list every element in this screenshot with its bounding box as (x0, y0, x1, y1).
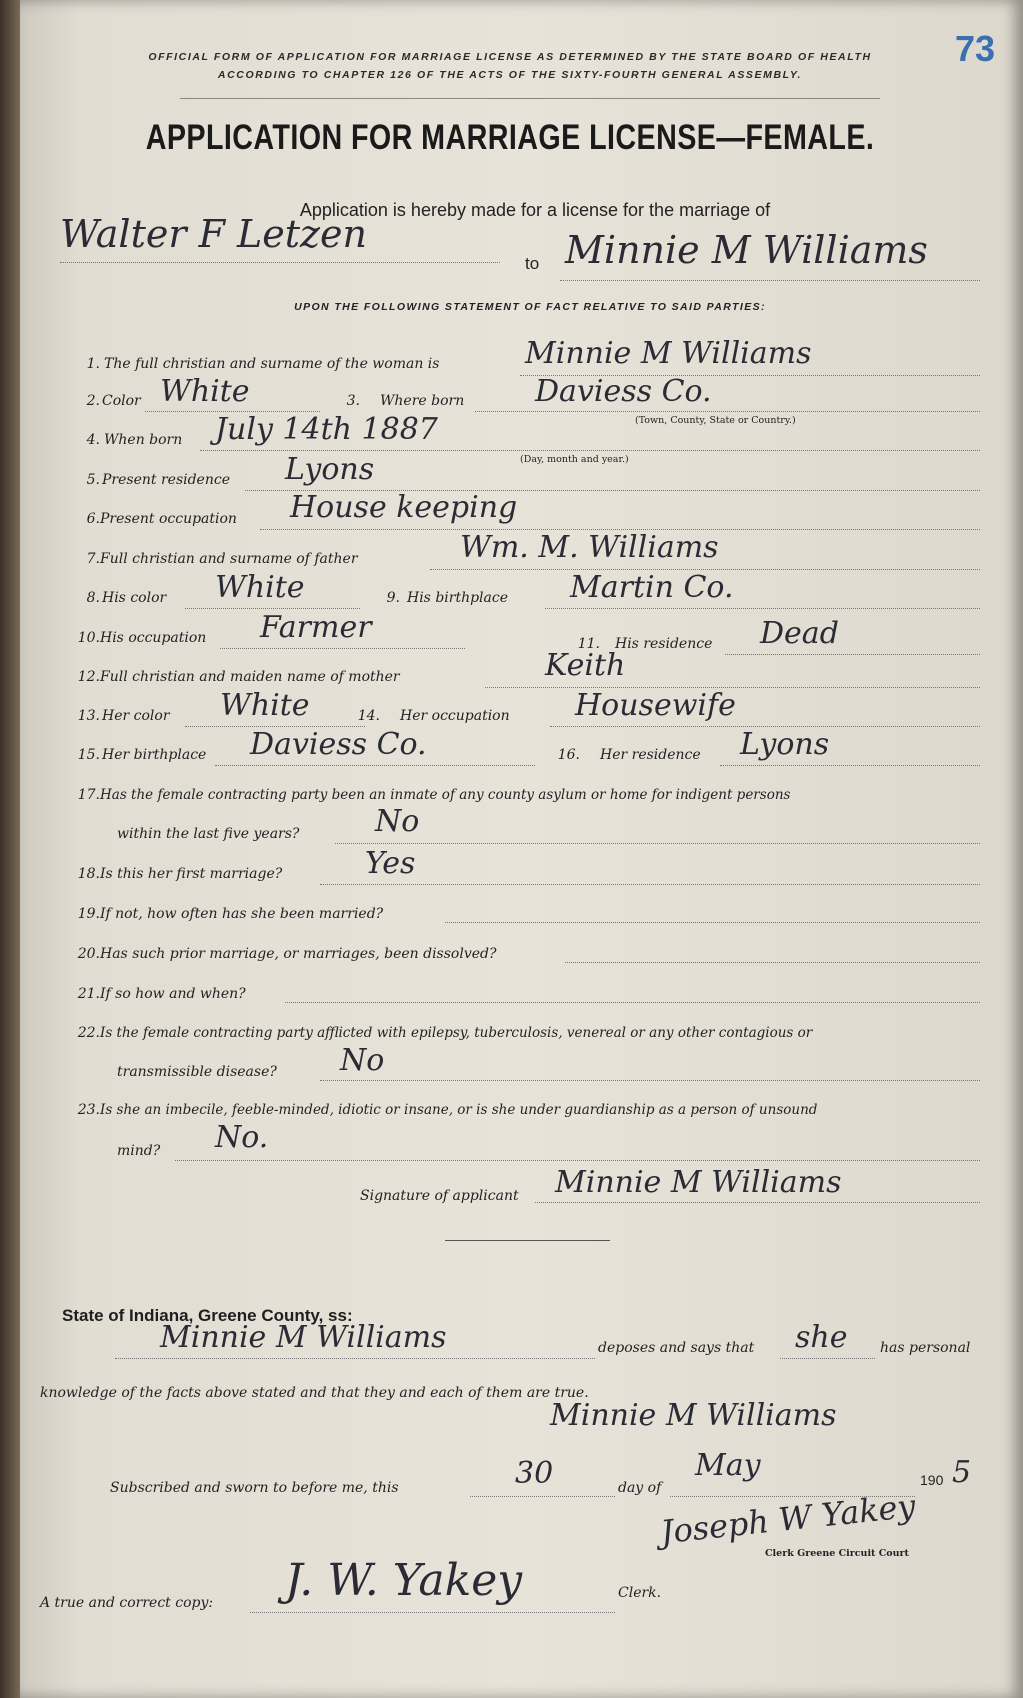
section-divider (445, 1240, 610, 1241)
item-number: 5. (86, 472, 100, 488)
license-page (20, 0, 1023, 1698)
header-line-2: ACCORDING TO CHAPTER 126 OF THE ACTS OF THE SIXTY-FOURTH GENERAL ASSEMBLY. (217, 69, 803, 81)
groom-name: Walter F Letzen (60, 212, 367, 256)
item-number: 6. (86, 511, 100, 527)
item-number: 3. (346, 393, 360, 409)
when-born-label: When born (104, 432, 183, 448)
form-line (185, 608, 360, 609)
form-title: APPLICATION FOR MARRIAGE LICENSE—FEMALE. (145, 118, 875, 157)
asylum-question: Has the female contracting party been an inmate of any county asylum or home for indigent persons (100, 787, 791, 803)
dissolved-question: Has such prior marriage, or marriages, been dissolved? (100, 946, 497, 962)
woman-name-value: Minnie M Williams (525, 336, 812, 371)
item-number: 22. (77, 1025, 100, 1041)
copy-signature: J. W. Yakey (285, 1555, 523, 1606)
where-born-note: (Town, County, State or Country.) (635, 415, 796, 426)
color-value: White (160, 374, 250, 409)
applicant-signature: Minnie M Williams (555, 1165, 842, 1200)
oath-signature: Minnie M Williams (550, 1398, 837, 1433)
disease-question-2: transmissible disease? (117, 1064, 277, 1080)
form-line (175, 1160, 980, 1161)
copy-label: A true and correct copy: (40, 1595, 214, 1611)
signature-label: Signature of applicant (360, 1188, 519, 1204)
header-line-1: OFFICIAL FORM OF APPLICATION FOR MARRIAGE LICENSE AS DETERMINED BY THE STATE BOARD OF HEALTH (148, 51, 872, 63)
subscribed-text: Subscribed and sworn to before me, this (110, 1480, 399, 1496)
item-number: 8. (86, 590, 100, 606)
form-line (285, 1002, 980, 1003)
father-occupation-value: Farmer (260, 610, 372, 645)
sworn-day: 30 (515, 1456, 554, 1491)
header-rule (180, 98, 880, 99)
mother-color-value: White (220, 688, 310, 723)
woman-name-label: The full christian and surname of the woman is (104, 356, 440, 372)
mother-occupation-value: Housewife (575, 688, 736, 723)
item-number: 18. (77, 866, 100, 882)
father-occupation-label: His occupation (100, 630, 207, 646)
mother-residence-value: Lyons (740, 727, 830, 762)
father-color-value: White (215, 570, 305, 605)
father-birthplace-value: Martin Co. (570, 570, 734, 605)
item-number: 14. (357, 708, 380, 724)
asylum-answer: No (375, 804, 420, 839)
form-header (60, 48, 960, 84)
intro-text: Application is hereby made for a license for the marriage of (299, 200, 771, 220)
form-line (545, 608, 980, 609)
residence-label: Present residence (102, 472, 230, 488)
father-color-label: His color (102, 590, 167, 606)
color-label: Color (102, 393, 141, 409)
father-residence-label: His residence (615, 636, 713, 652)
item-number: 21. (77, 986, 100, 1002)
item-number: 2. (86, 393, 100, 409)
to-label: to (525, 254, 540, 273)
occupation-label: Present occupation (100, 511, 237, 527)
pronoun: she (795, 1320, 848, 1355)
mother-birthplace-label: Her birthplace (102, 747, 207, 763)
occupation-value: House keeping (290, 490, 518, 525)
item-number: 4. (86, 432, 100, 448)
day-of-text: day of (618, 1480, 662, 1496)
father-residence-value: Dead (760, 616, 839, 651)
item-number: 9. (386, 590, 400, 606)
form-line (445, 922, 980, 923)
item-number: 17. (77, 787, 100, 803)
groom-line (60, 262, 500, 263)
residence-value: Lyons (285, 452, 375, 487)
clerk-signature: Joseph W Yakey (658, 1486, 918, 1552)
form-line (475, 411, 980, 412)
sworn-month: May (695, 1448, 761, 1483)
father-name-label: Full christian and surname of father (100, 551, 358, 567)
asylum-question-2: within the last five years? (117, 826, 300, 842)
form-line (470, 1496, 615, 1497)
form-line (565, 962, 980, 963)
item-number: 16. (557, 747, 580, 763)
item-number: 7. (86, 551, 100, 567)
how-when-question: If so how and when? (100, 986, 246, 1002)
item-number: 19. (77, 906, 100, 922)
mother-occupation-label: Her occupation (400, 708, 510, 724)
form-line (720, 765, 980, 766)
guardianship-answer: No. (215, 1120, 269, 1155)
signature-line (535, 1202, 980, 1203)
form-line (335, 843, 980, 844)
how-often-question: If not, how often has she been married? (100, 906, 384, 922)
year-prefix: 190 (920, 1472, 944, 1488)
when-born-note: (Day, month and year.) (520, 454, 629, 465)
copy-clerk: Clerk. (618, 1585, 662, 1601)
mother-residence-label: Her residence (600, 747, 701, 763)
form-line (725, 654, 980, 655)
form-line (200, 450, 980, 451)
disease-answer: No (340, 1043, 385, 1078)
first-marriage-question: Is this her first marriage? (100, 866, 283, 882)
item-number: 12. (77, 669, 100, 685)
item-number: 15. (77, 747, 100, 763)
item-number: 20. (77, 946, 100, 962)
guardianship-question-2: mind? (117, 1143, 161, 1159)
page-number: 73 (954, 28, 995, 69)
form-line (250, 1612, 615, 1613)
item-number: 1. (86, 356, 100, 372)
form-line (220, 648, 465, 649)
item-number: 23. (77, 1102, 100, 1118)
form-line (115, 1358, 595, 1359)
mother-name-value: Keith (545, 648, 626, 683)
item-number: 13. (77, 708, 100, 724)
when-born-value: July 14th 1887 (215, 412, 438, 447)
mother-name-label: Full christian and maiden name of mother (100, 669, 400, 685)
form-line (320, 884, 980, 885)
mother-birthplace-value: Daviess Co. (250, 727, 427, 762)
bride-line (560, 280, 980, 281)
deponent-name: Minnie M Williams (160, 1320, 447, 1355)
disease-question: Is the female contracting party afflicted with epilepsy, tuberculosis, venereal or any other contagious or (100, 1025, 813, 1041)
subheading: UPON THE FOLLOWING STATEMENT OF FACT RELATIVE TO SAID PARTIES: (294, 301, 766, 313)
guardianship-question: Is she an imbecile, feeble-minded, idiotic or insane, or is she under guardianship as a person of unsound (100, 1102, 818, 1118)
form-line (780, 1358, 875, 1359)
father-name-value: Wm. M. Williams (460, 530, 719, 565)
form-line (320, 1080, 980, 1081)
form-line (215, 765, 535, 766)
year-suffix: 5 (952, 1455, 972, 1490)
item-number: 11. (577, 636, 600, 652)
book-binding (0, 0, 20, 1698)
first-marriage-answer: Yes (365, 846, 416, 881)
father-birthplace-label: His birthplace (407, 590, 509, 606)
bride-name: Minnie M Williams (565, 228, 928, 272)
mother-color-label: Her color (102, 708, 170, 724)
where-born-label: Where born (380, 393, 465, 409)
clerk-caption: Clerk Greene Circuit Court (765, 1548, 909, 1559)
where-born-value: Daviess Co. (535, 374, 712, 409)
state-line: State of Indiana, Greene County, ss: (62, 1306, 353, 1325)
item-number: 10. (77, 630, 100, 646)
has-personal-text: has personal (880, 1340, 971, 1356)
deposes-text: deposes and says that (598, 1340, 755, 1356)
knowledge-text: knowledge of the facts above stated and that they and each of them are true. (40, 1385, 589, 1401)
